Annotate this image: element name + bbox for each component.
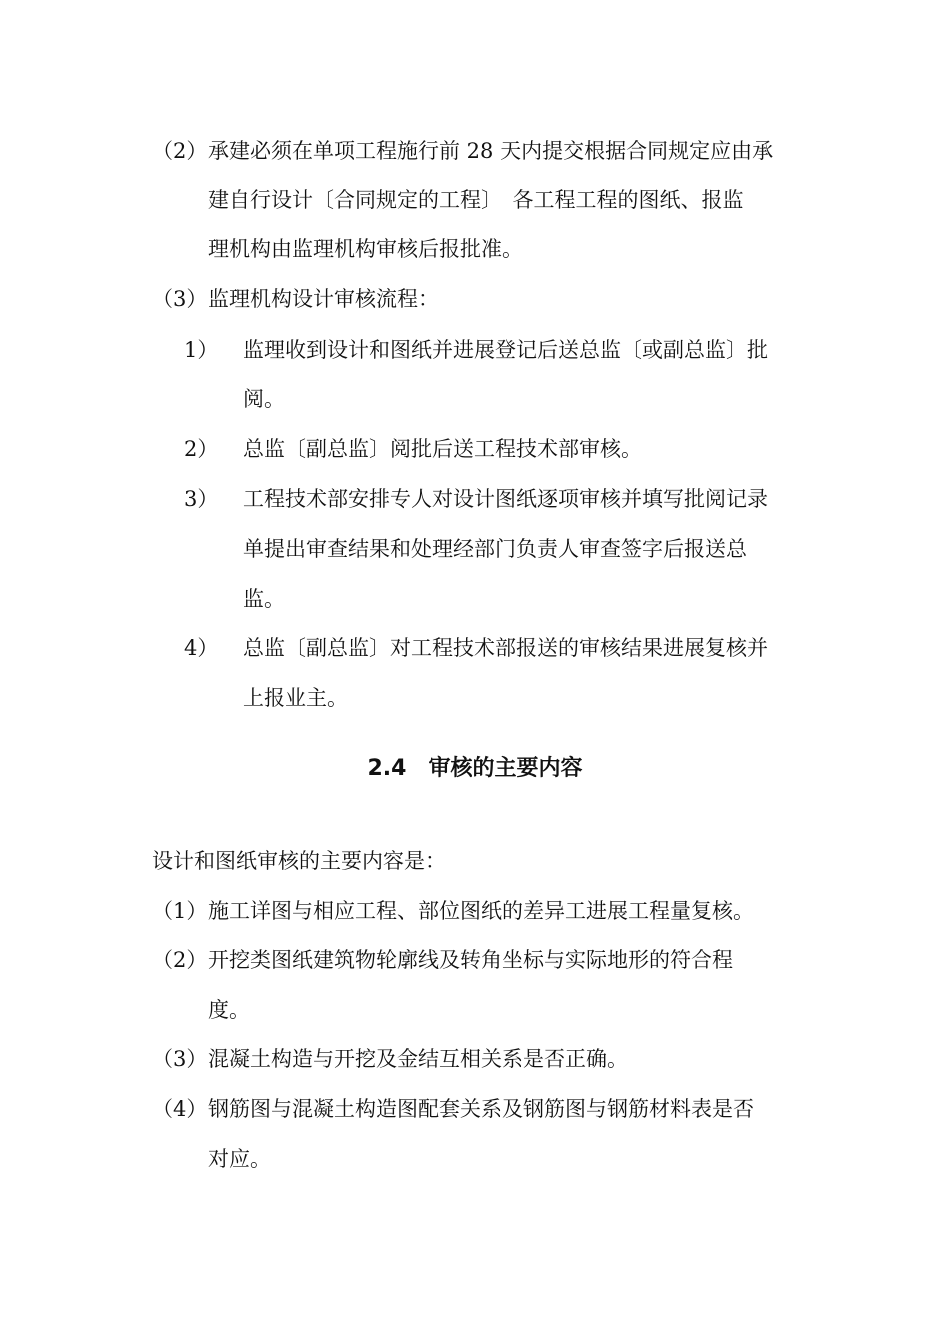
step-number: 4） [184, 636, 219, 660]
step-text-line: 上报业主。 [243, 686, 348, 710]
item-text-line: 施工详图与相应工程、部位图纸的差异工进展工程量复核。 [208, 899, 754, 923]
item-text-line: 开挖类图纸建筑物轮廓线及转角坐标与实际地形的符合程 [208, 948, 733, 972]
step-text-line: 工程技术部安排专人对设计图纸逐项审核并填写批阅记录 [243, 487, 768, 511]
item-label: （1） [152, 899, 208, 923]
item-label: （2） [152, 948, 208, 972]
item-text-line: 理机构由监理机构审核后报批准。 [208, 237, 523, 261]
item-label: （3） [152, 1047, 208, 1071]
item-text-line: 监理机构设计审核流程： [208, 287, 439, 311]
step-text-line: 监。 [243, 587, 285, 611]
item-text-line: 钢筋图与混凝土构造图配套关系及钢筋图与钢筋材料表是否 [208, 1097, 754, 1121]
item-label: （4） [152, 1097, 208, 1121]
item-text-line: 承建必须在单项工程施行前 28 天内提交根据合同规定应由承 [208, 139, 774, 163]
item-label: （3） [152, 287, 208, 311]
section-number: 2.4 [367, 756, 407, 781]
step-text-line: 监理收到设计和图纸并进展登记后送总监〔或副总监〕批 [243, 338, 768, 362]
item-text-line: 对应。 [208, 1147, 271, 1171]
step-number: 3） [184, 487, 219, 511]
step-text-line: 总监〔副总监〕阅批后送工程技术部审核。 [243, 437, 642, 461]
step-text-line: 阅。 [243, 387, 285, 411]
item-text-line: 度。 [208, 998, 250, 1022]
item-text-line: 混凝土构造与开挖及金结互相关系是否正确。 [208, 1047, 628, 1071]
step-text-line: 单提出审查结果和处理经部门负责人审查签字后报送总 [243, 537, 747, 561]
item-text-line: 建自行设计〔合同规定的工程〕 各工程工程的图纸、报监 [208, 188, 744, 212]
section-heading [0, 752, 950, 786]
section-title: 审核的主要内容 [428, 756, 583, 781]
step-number: 2） [184, 437, 219, 461]
step-number: 1） [184, 338, 219, 362]
step-text-line: 总监〔副总监〕对工程技术部报送的审核结果进展复核并 [243, 636, 768, 660]
item-label: （2） [152, 139, 208, 163]
section-intro: 设计和图纸审核的主要内容是： [152, 849, 446, 873]
